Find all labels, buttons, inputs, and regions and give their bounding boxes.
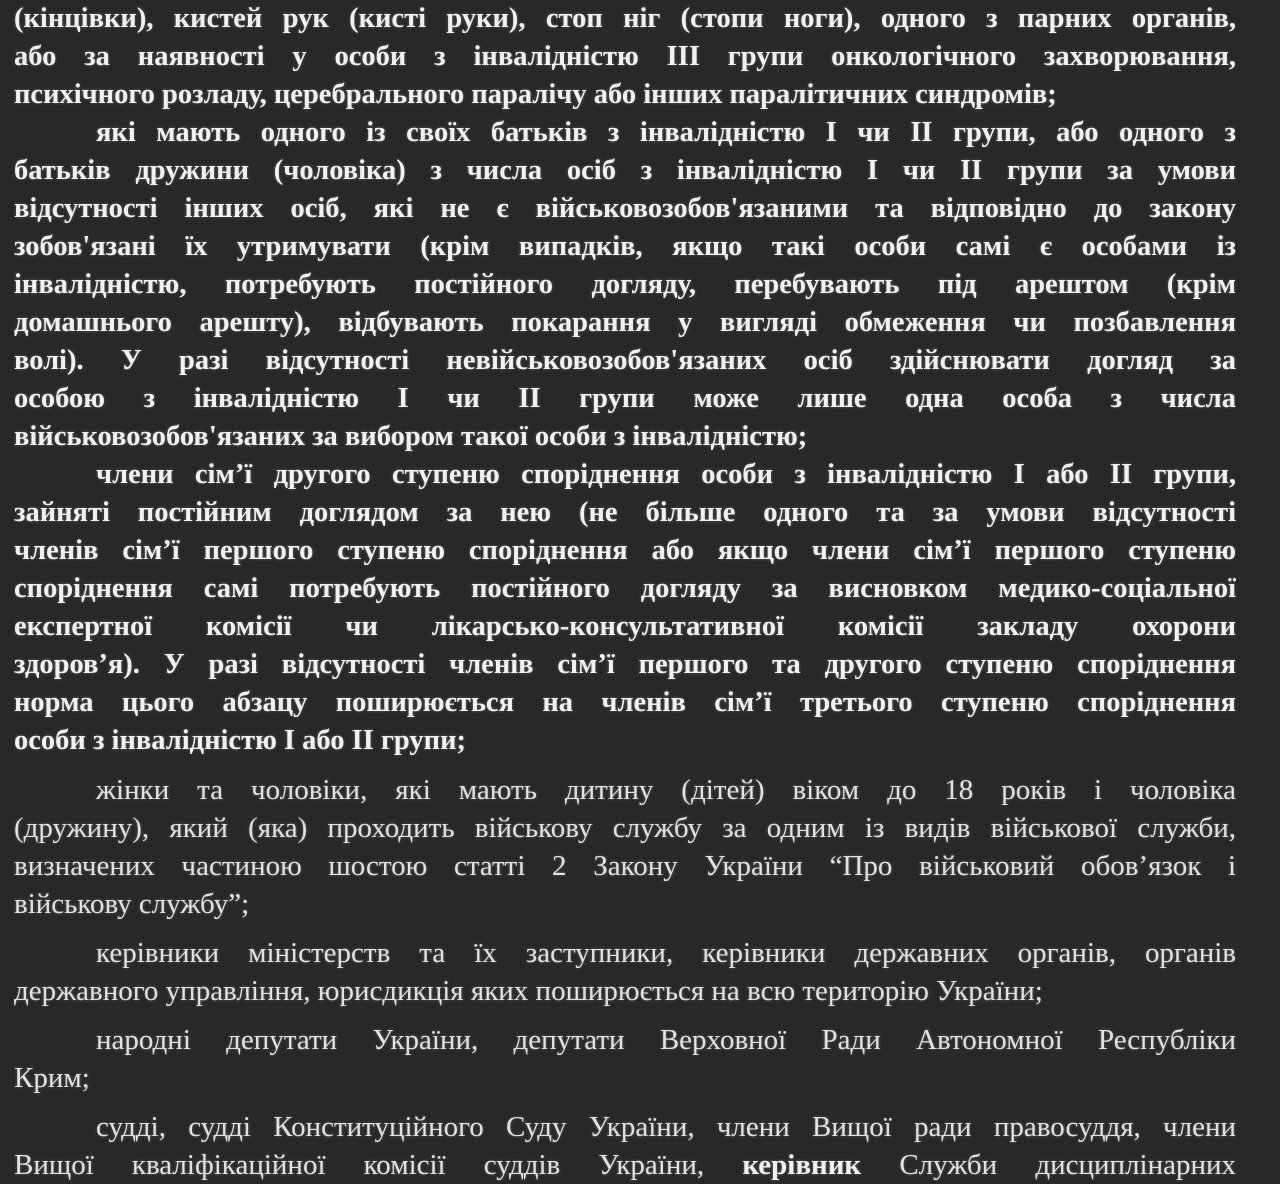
text-line: інвалідністю, потребують постійного догляду, перебувають під арештом (крім xyxy=(14,269,1236,300)
text-line: судді, судді Конституційного Суду України, члени Вищої ради правосуддя, члени xyxy=(96,1111,1236,1143)
text-line: батьків дружини (чоловіка) з числа осіб з інвалідністю І чи ІІ групи за умови xyxy=(14,155,1236,186)
text-line: зайняті постійним доглядом за нею (не більше одного та за умови відсутності xyxy=(14,497,1236,528)
text-line: військовозобов'язаних за вибором такої особи з інвалідністю; xyxy=(14,421,808,452)
paragraph xyxy=(14,1021,1236,1097)
text-line: особою з інвалідністю І чи ІІ групи може лише одна особа з числа xyxy=(14,383,1236,414)
text-line: керівники міністерств та їх заступники, керівники державних органів, органів xyxy=(96,937,1236,969)
text-segment: Вищої кваліфікаційної комісії суддів України, xyxy=(14,1149,743,1181)
text-line: волі). У разі відсутності невійськовозобов'язаних осіб здійснювати догляд за xyxy=(14,345,1236,376)
paragraph xyxy=(14,456,1236,760)
paragraph xyxy=(14,1108,1236,1184)
text-line: домашнього арешту), відбувають покарання у вигляді обмеження чи позбавлення xyxy=(14,307,1236,338)
text-line: членів сім’ї першого ступеню споріднення або якщо члени сім’ї першого ступеню xyxy=(14,535,1236,566)
text-line: або за наявності у особи з інвалідністю ІІІ групи онкологічного захворювання, xyxy=(14,41,1236,72)
text-line: експертної комісії чи лікарсько-консультативної комісії закладу охорони xyxy=(14,611,1236,642)
text-line: які мають одного із своїх батьків з інвалідністю І чи ІІ групи, або одного з xyxy=(96,117,1236,148)
text-line: зобов'язані їх утримувати (крім випадків, якщо такі особи самі є особами із xyxy=(14,231,1236,262)
paragraph xyxy=(14,771,1236,923)
text-line: норма цього абзацу поширюється на членів сім’ї третього ступеню споріднення xyxy=(14,687,1236,718)
text-line: психічного розладу, церебрального паралічу або інших паралітичних синдромів; xyxy=(14,79,1057,110)
text-line: народні депутати України, депутати Верховної Ради Автономної Республіки xyxy=(96,1024,1236,1056)
text-line: (кінцівки), кистей рук (кисті руки), стоп ніг (стопи ноги), одного з парних органів, xyxy=(14,3,1236,34)
text-line xyxy=(14,1146,1236,1184)
text-line: здоров’я). У разі відсутності членів сім’ї першого та другого ступеню споріднення xyxy=(14,649,1236,680)
text-line: державного управління, юрисдикція яких поширюється на всю територію України; xyxy=(14,975,1043,1007)
paragraph xyxy=(14,114,1236,456)
text-line: члени сім’ї другого ступеню споріднення особи з інвалідністю І або ІІ групи, xyxy=(96,459,1236,490)
text-line: (дружину), який (яка) проходить військову службу за одним із видів військової служби, xyxy=(14,812,1236,844)
text-line: споріднення самі потребують постійного догляду за висновком медико-соціальної xyxy=(14,573,1236,604)
text-segment: Служби дисциплінарних xyxy=(861,1149,1236,1181)
paragraph xyxy=(14,0,1236,114)
text-line: особи з інвалідністю І або ІІ групи; xyxy=(14,725,466,756)
text-line: Крим; xyxy=(14,1062,90,1094)
text-line: військову службу”; xyxy=(14,888,250,920)
paragraph xyxy=(14,934,1236,1010)
text-line: відсутності інших осіб, які не є військовозобов'язаними та відповідно до закону xyxy=(14,193,1236,224)
text-line: жінки та чоловіки, які мають дитину (дітей) віком до 18 років і чоловіка xyxy=(96,774,1236,806)
bold-word: керівник xyxy=(742,1149,862,1181)
text-line: визначених частиною шостою статті 2 Закону України “Про військовий обов’язок і xyxy=(14,850,1236,882)
